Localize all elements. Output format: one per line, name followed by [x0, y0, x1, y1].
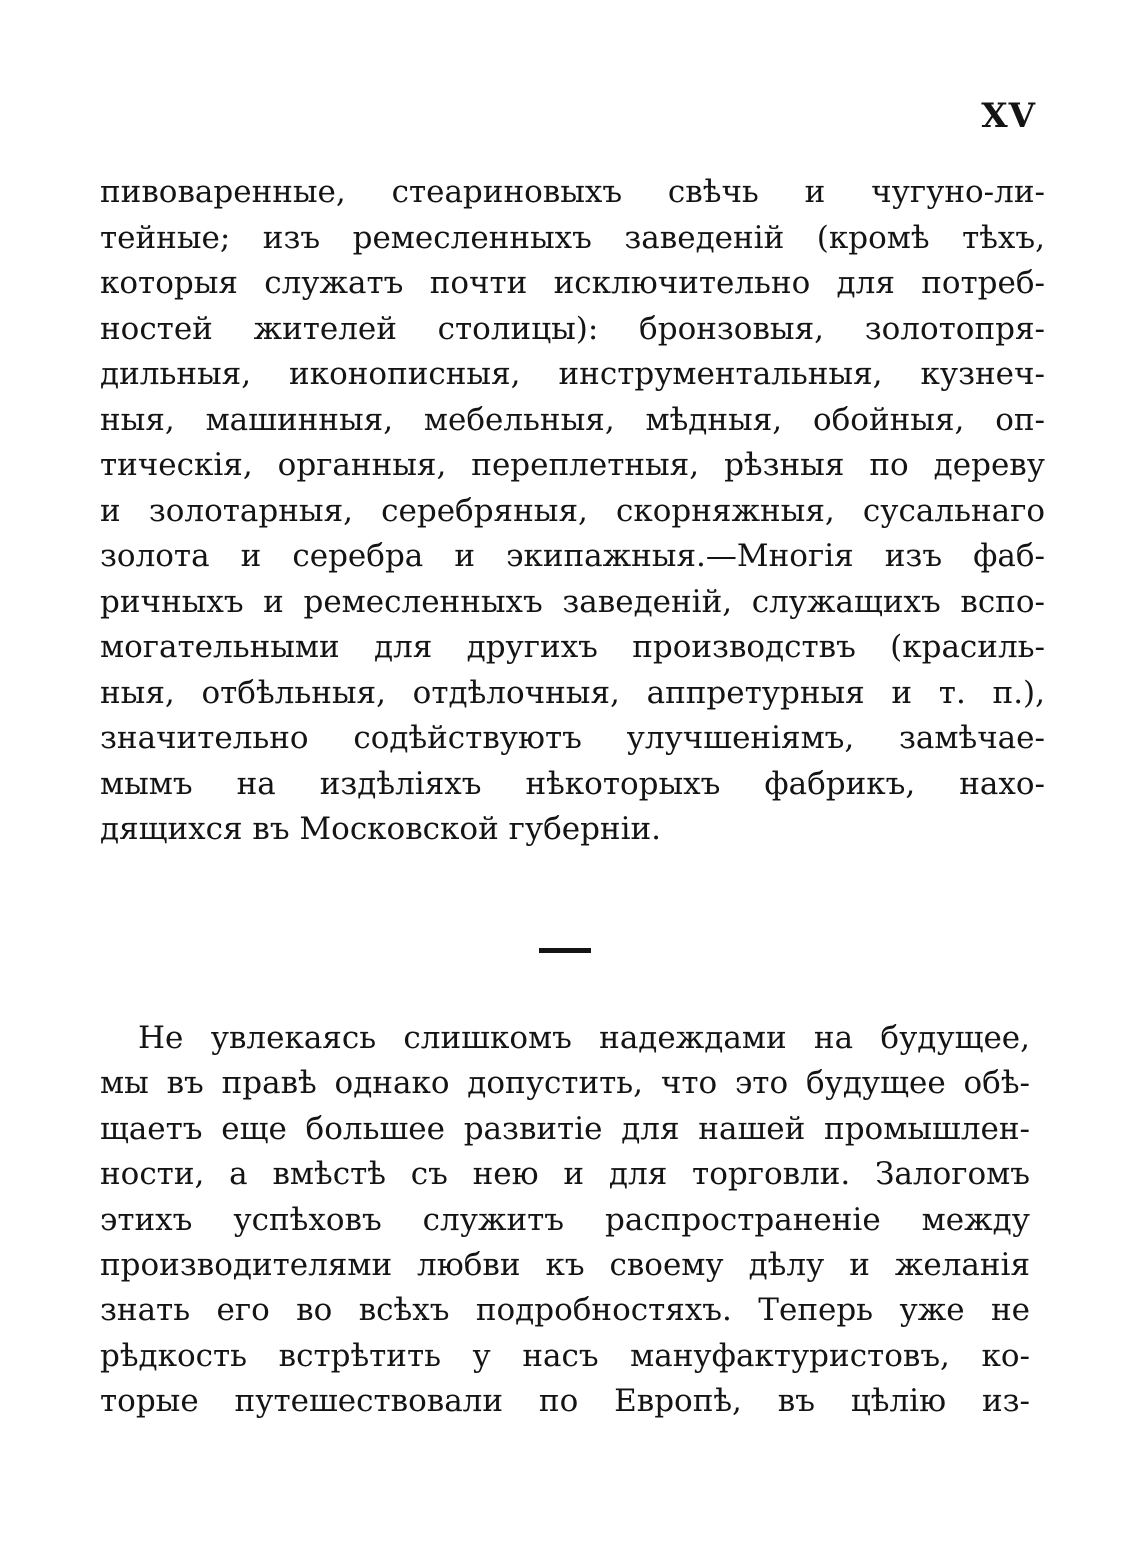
- text-line: тейные; изъ ремесленныхъ заведеній (кромѣ тѣхъ,: [100, 219, 1045, 256]
- text-line: и золотарныя, серебряныя, скорняжныя, сусальнаго: [100, 492, 1045, 529]
- text-line: ричныхъ и ремесленныхъ заведеній, служащихъ вспо-: [100, 583, 1045, 620]
- text-line: мы въ правѣ однако допустить, что это будущее обѣ-: [100, 1065, 1030, 1102]
- text-line: дильныя, иконописныя, инструментальныя, кузнеч-: [100, 356, 1045, 392]
- text-line: этихъ успѣховъ служитъ распространеніе между: [100, 1201, 1030, 1238]
- text-line: ныя, отбѣльныя, отдѣлочныя, аппретурныя и т. п.),: [100, 674, 1045, 711]
- text-line: значительно содѣйствуютъ улучшеніямъ, замѣчае-: [100, 720, 1045, 756]
- text-line: торые путешествовали по Европѣ, въ цѣлію из-: [100, 1383, 1030, 1420]
- text-line: рѣдкость встрѣтить у насъ мануфактуристовъ, ко-: [100, 1337, 1030, 1374]
- section-divider: [539, 948, 591, 953]
- text-line: ности, а вмѣстѣ съ нею и для торговли. Залогомъ: [100, 1156, 1030, 1193]
- text-line: пивоваренные, стеариновыхъ свѣчь и чугуно-ли-: [100, 174, 1045, 210]
- text-line: которыя служатъ почти исключительно для потреб-: [100, 265, 1045, 301]
- paragraph-future: [100, 1016, 1030, 1425]
- text-line: могательными для другихъ производствъ (красиль-: [100, 629, 1045, 665]
- page-number: XV: [981, 96, 1036, 136]
- text-line: золота и серебра и экипажныя.—Многія изъ фаб-: [100, 538, 1045, 574]
- text-line: щаетъ еще большее развитіе для нашей промышлен-: [100, 1110, 1030, 1147]
- text-line: знать его во всѣхъ подробностяхъ. Теперь уже не: [100, 1292, 1030, 1329]
- text-line: производителями любви къ своему дѣлу и желанія: [100, 1246, 1030, 1283]
- text-line: тическія, органныя, переплетныя, рѣзныя по дереву: [100, 447, 1045, 483]
- paragraph-industries: [100, 170, 1045, 853]
- text-line: ныя, машинныя, мебельныя, мѣдныя, обойныя, оп-: [100, 401, 1045, 438]
- text-line: ностей жителей столицы): бронзовыя, золотопря-: [100, 310, 1045, 347]
- text-line: дящихся въ Московской губерніи.: [100, 811, 662, 847]
- text-line: мымъ на издѣліяхъ нѣкоторыхъ фабрикъ, нахо-: [100, 765, 1045, 802]
- text-line: Не увлекаясь слишкомъ надеждами на будущее,: [138, 1020, 1030, 1056]
